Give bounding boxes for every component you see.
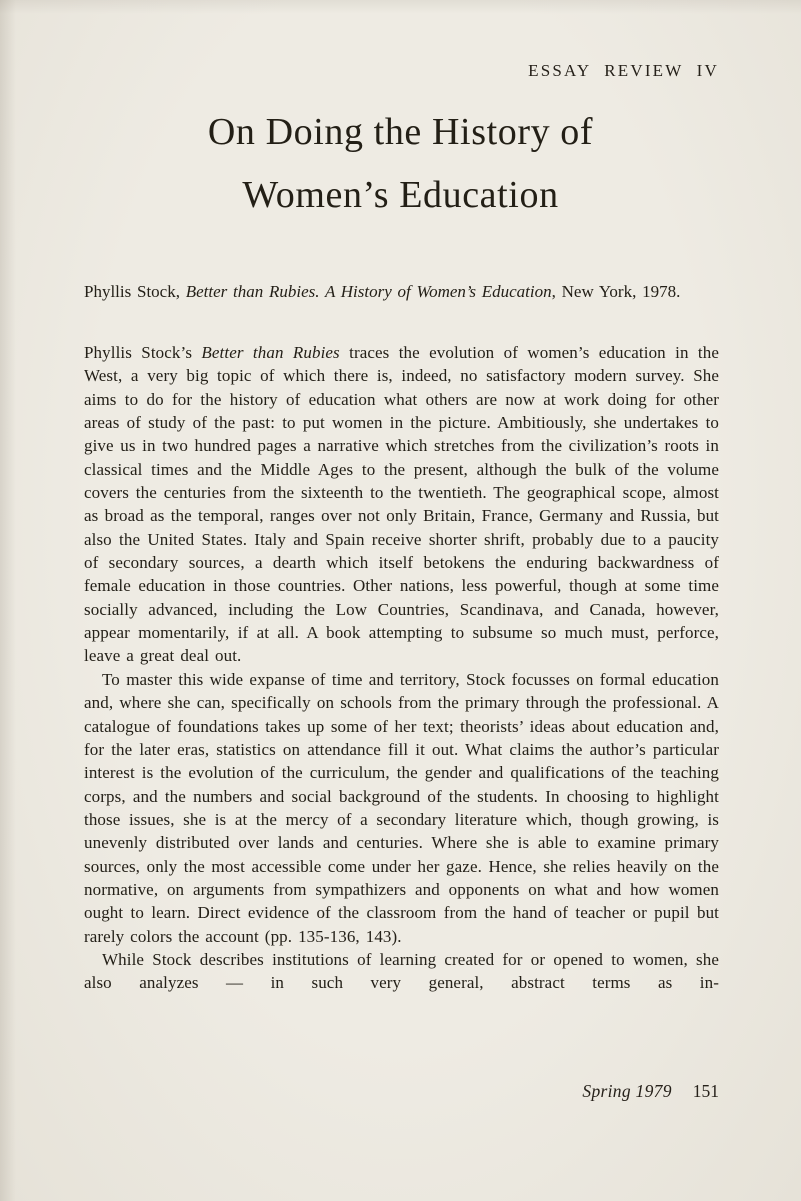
running-head: ESSAY REVIEW IV: [528, 61, 719, 80]
article-title-line1: On Doing the History of: [207, 111, 594, 153]
article-title-line2: Women’s Education: [242, 174, 559, 216]
page-footer: [582, 1081, 719, 1102]
article-body: [84, 341, 719, 1079]
paragraph-3: While Stock describes institutions of learning created for or opened to women, she also analyzes — in such very general, abstract terms as in-: [84, 949, 719, 993]
citation-author: Phyllis Stock,: [84, 282, 186, 301]
paragraph-1: [84, 341, 719, 668]
book-citation: [84, 280, 719, 304]
paragraph-1-opening: Phyllis Stock’s: [84, 343, 202, 362]
article-title: [0, 101, 801, 227]
paragraph-1-book-title: Better than Rubies: [201, 343, 340, 362]
paragraph-1-continuation: traces the evolution of women’s education in the West, a very big topic of which there is, indeed, no satisfactory modern survey. She aims to do for the history of education what others are now at work doing for other areas of study of the past: to put women in the picture. Ambitiously, she undertakes to give us in two hundred pages a narrative which stretches from the civilization’s roots in classical times and the Middle Ages to the present, although the bulk of the volume covers the centuries from the sixteenth to the twentieth. The geographical scope, almost as broad as the temporal, ranges over not only Britain, France, Germany and Russia, but also the United States. Italy and Spain receive shorter shrift, probably due to a paucity of secondary sources, a dearth which itself betokens the enduring backwardness of female education in those countries. Other nations, less powerful, though at some time socially advanced, including the Low Countries, Scandinava, and Canada, however, appear momentarily, if at all. A book attempting to subsume so much must, perforce, leave a great deal out.: [84, 343, 719, 666]
citation-book-title: Better than Rubies. A History of Women’s Education: [185, 282, 552, 301]
journal-issue-date: Spring 1979: [582, 1081, 672, 1101]
citation-publication: , New York, 1978.: [551, 282, 681, 301]
paragraph-2: To master this wide expanse of time and territory, Stock focusses on formal education and, where she can, specifically on schools from the primary through the professional. A catalogue of foundations takes up some of her text; theorists’ ideas about education and, for the later eras, statistics on attendance fill it out. What claims the author’s particular interest is the evolution of the curriculum, the gender and qualifications of the teaching corps, and the numbers and social background of the students. In choosing to highlight those issues, she is at the mercy of a secondary literature which, though growing, is unevenly distributed over lands and centuries. Where she is able to examine primary sources, only the most accessible come under her gaze. Hence, she relies heavily on the normative, on arguments from sympathizers and opponents on what and how women ought to learn. Direct evidence of the classroom from the hand of teacher or pupil but rarely colors the account (pp. 135-136, 143).: [84, 669, 719, 946]
page-number: 151: [692, 1081, 719, 1101]
